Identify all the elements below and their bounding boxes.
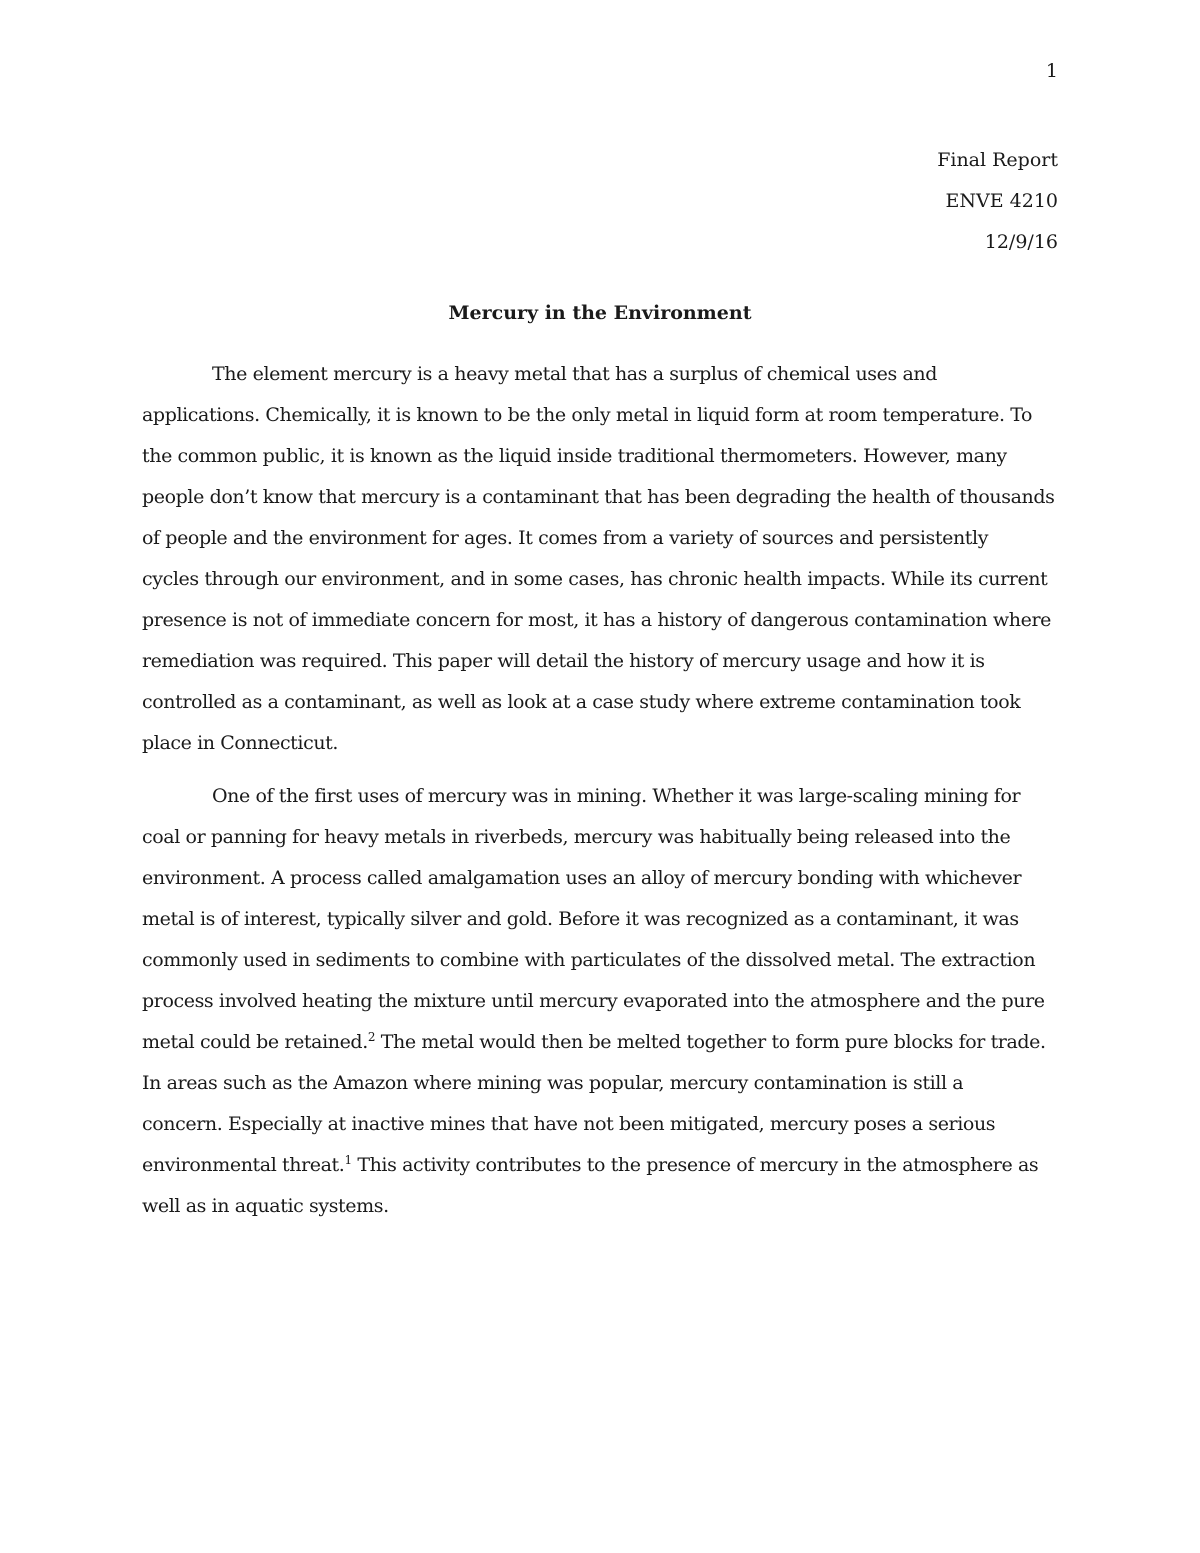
paragraph-line: coal or panning for heavy metals in riverbeds, mercury was habitually being released into the xyxy=(142,826,1011,848)
paragraph-line: concern. Especially at inactive mines that have not been mitigated, mercury poses a serious xyxy=(142,1113,996,1135)
paragraph-intro xyxy=(142,354,1058,764)
line-text: The metal would then be melted together to form pure blocks for trade. xyxy=(375,1031,1046,1053)
paragraph-line: applications. Chemically, it is known to be the only metal in liquid form at room temperature. To xyxy=(142,404,1033,426)
paragraph-line: well as in aquatic systems. xyxy=(142,1195,389,1217)
paragraph-line: The element mercury is a heavy metal that has a surplus of chemical uses and xyxy=(212,363,937,385)
paragraph-line xyxy=(142,1022,1058,1063)
paragraph-line: people don’t know that mercury is a contaminant that has been degrading the health of thousands xyxy=(142,486,1055,508)
paragraph-line: metal is of interest, typically silver and gold. Before it was recognized as a contaminant, it was xyxy=(142,908,1019,930)
line-text: environmental threat. xyxy=(142,1154,345,1176)
paragraph-line: cycles through our environment, and in some cases, has chronic health impacts. While its current xyxy=(142,568,1048,590)
paragraph-line: presence is not of immediate concern for most, it has a history of dangerous contamination where xyxy=(142,609,1051,631)
course-code: ENVE 4210 xyxy=(945,190,1058,212)
paragraph-line: the common public, it is known as the liquid inside traditional thermometers. However, many xyxy=(142,445,1007,467)
document-title: Mercury in the Environment xyxy=(448,302,752,324)
paragraph-line: environment. A process called amalgamation uses an alloy of mercury bonding with whichever xyxy=(142,867,1022,889)
paragraph-mining xyxy=(142,776,1058,1227)
paragraph-line: In areas such as the Amazon where mining was popular, mercury contamination is still a xyxy=(142,1072,964,1094)
report-header xyxy=(937,140,1058,263)
citation-ref: 2 xyxy=(367,1030,376,1044)
paragraph-line: of people and the environment for ages. It comes from a variety of sources and persistently xyxy=(142,527,989,549)
paragraph-line: commonly used in sediments to combine with particulates of the dissolved metal. The extraction xyxy=(142,949,1036,971)
paragraph-line: process involved heating the mixture until mercury evaporated into the atmosphere and the pure xyxy=(142,990,1045,1012)
line-text: metal could be retained. xyxy=(142,1031,368,1053)
paragraph-line xyxy=(142,1145,1058,1186)
paragraph-line: One of the first uses of mercury was in mining. Whether it was large-scaling mining for xyxy=(212,785,1021,807)
line-text: This activity contributes to the presence of mercury in the atmosphere as xyxy=(351,1154,1039,1176)
paragraph-line: place in Connecticut. xyxy=(142,732,339,754)
paragraph-line: controlled as a contaminant, as well as look at a case study where extreme contamination took xyxy=(142,691,1021,713)
paragraph-line: remediation was required. This paper will detail the history of mercury usage and how it is xyxy=(142,650,985,672)
report-date: 12/9/16 xyxy=(984,231,1058,253)
page-number: 1 xyxy=(1045,60,1058,82)
report-type: Final Report xyxy=(937,149,1058,171)
citation-ref: 1 xyxy=(344,1153,352,1167)
